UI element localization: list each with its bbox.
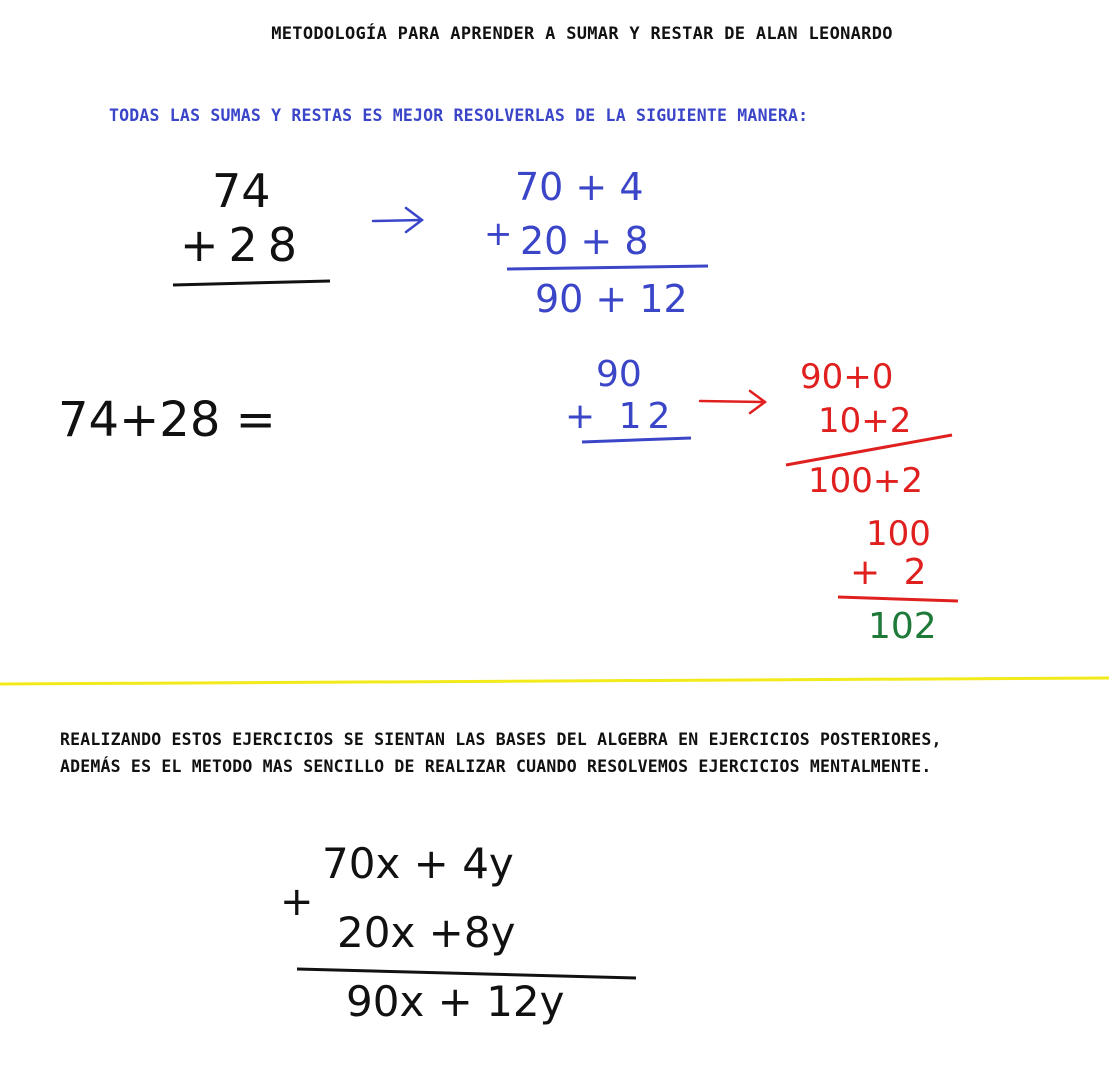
expanded-top: 70 + 4 xyxy=(515,165,644,209)
page-title: METODOLOGÍA PARA APRENDER A SUMAR Y RESTAR DE ALAN LEONARDO xyxy=(271,24,893,44)
sum3-bottom: + 2 xyxy=(850,552,933,593)
subtitle: TODAS LAS SUMAS Y RESTAS ES MEJOR RESOLVERLAS DE LA SIGUIENTE MANERA: xyxy=(109,106,809,125)
expanded2-top: 90+0 xyxy=(800,357,894,397)
explanation-paragraph: REALIZANDO ESTOS EJERCICIOS SE SIENTAN LAS BASES DEL ALGEBRA EN EJERCICIOS POSTERIORES, ADEMÁS ES EL METODO MAS SENCILLO DE REALIZAR CUANDO RESOLVEMOS EJERCICIOS MENTALMENTE. xyxy=(60,730,942,776)
sum2-bottom: + 12 xyxy=(565,396,677,437)
final-result: 102 xyxy=(868,606,937,647)
expanded-result: 90 + 12 xyxy=(535,277,688,321)
sum3-top: 100 xyxy=(866,514,931,554)
algebra-result: 90x + 12y xyxy=(346,977,565,1026)
sum3-rule xyxy=(838,597,958,601)
sum1-top: 74 xyxy=(212,164,271,218)
sum2-top: 90 xyxy=(596,354,642,395)
arrow-right-icon xyxy=(373,208,422,232)
sum2-rule xyxy=(582,438,691,442)
section-divider xyxy=(0,678,1109,684)
sum1-rule xyxy=(173,281,330,285)
expanded2-bottom: 10+2 xyxy=(818,401,912,441)
expanded-rule xyxy=(507,266,708,269)
horizontal-sum: 74+28 = xyxy=(58,392,276,448)
expanded2-result: 100+2 xyxy=(808,461,924,501)
algebra-plus: + xyxy=(280,879,314,925)
sum1-bottom: +28 xyxy=(180,218,308,272)
expanded-plus: + xyxy=(484,214,513,254)
expanded-bottom: 20 + 8 xyxy=(520,219,649,263)
algebra-bottom: 20x +8y xyxy=(337,908,516,957)
arrow-right-icon xyxy=(700,391,765,413)
algebra-top: 70x + 4y xyxy=(322,839,514,888)
